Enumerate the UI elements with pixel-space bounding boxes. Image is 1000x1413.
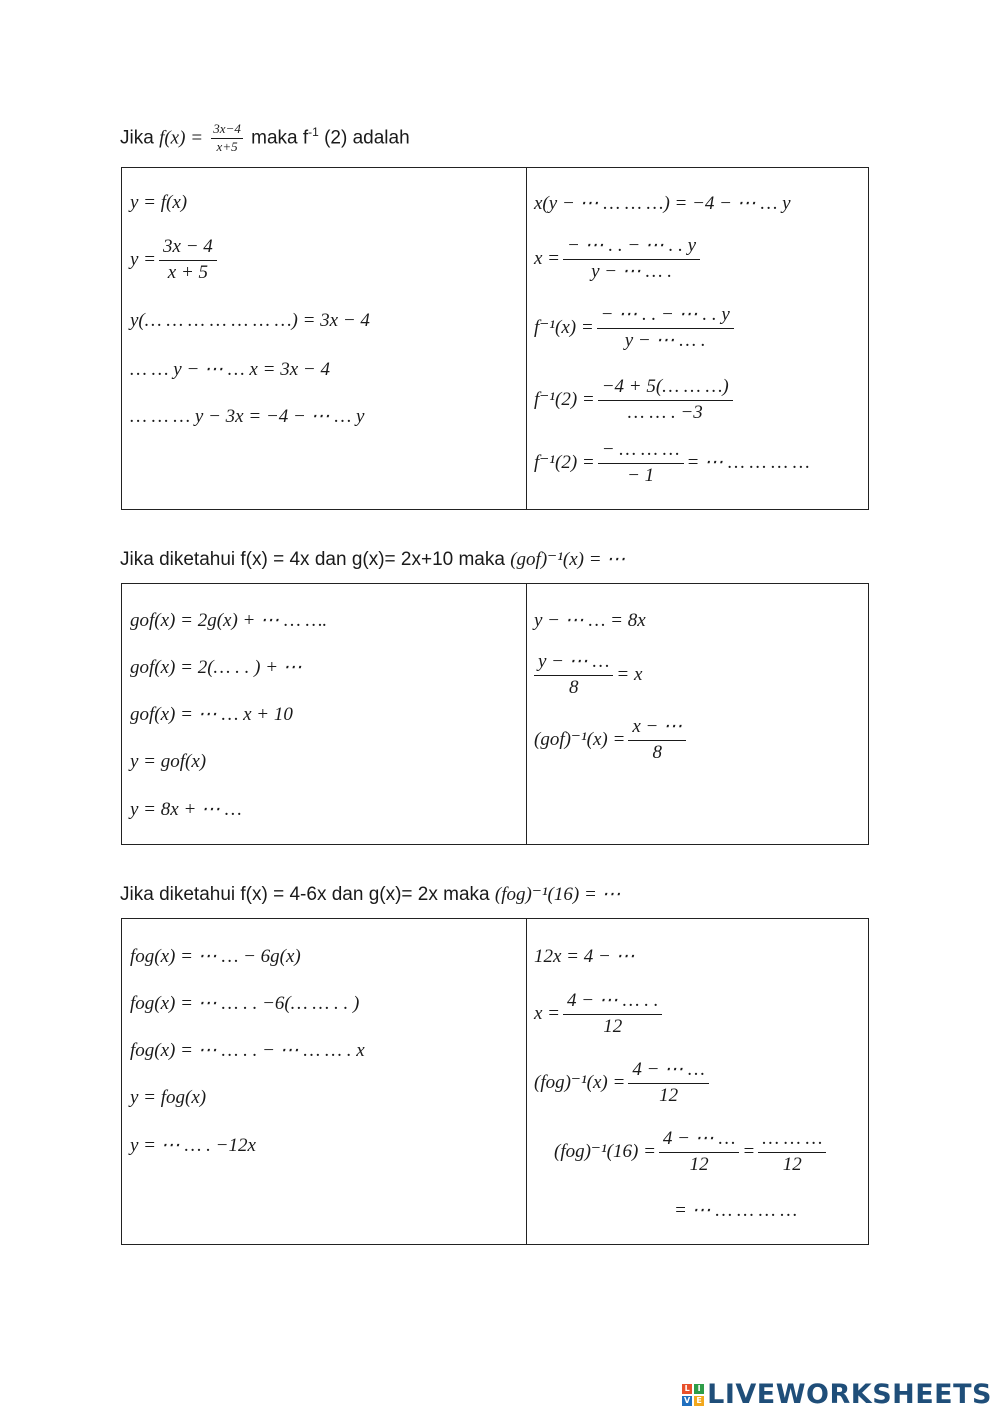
question-3 [120,883,621,906]
box2-r2-fraction [534,651,613,699]
box3-left-line-5 [130,1134,256,1157]
q1-fraction-denominator: x+5 [216,139,238,155]
box3-r4-denominator: 12 [689,1153,709,1175]
box1-r3-fraction [597,304,734,352]
box1-l1-text: y = f(x) [130,192,188,213]
box1-r4-numerator: −4 + 5(… … …) [598,376,733,401]
question-1 [120,122,410,155]
box2-l3-text: gof(x) = ⋯ … x + 10 [130,704,293,725]
box1-l2-numerator: 3x − 4 [159,236,217,261]
box1-r2-lhs: x = [534,247,561,269]
answer-box-1 [121,167,869,510]
box1-l2-denominator: x + 5 [167,261,209,283]
box2-left-line-4 [130,751,206,773]
q1-function: f(x) = [159,127,204,149]
box3-right-line-3 [534,1059,712,1107]
box1-r2-numerator: − ⋯ . . − ⋯ . . y [563,235,700,260]
box3-r3-lhs: (fog)⁻¹(x) = [534,1072,626,1094]
box1-left-line-1 [130,192,187,214]
box3-r4-fraction-2 [758,1128,826,1176]
box2-r2-denominator: 8 [568,676,579,698]
logo-mark-letter: L [682,1384,692,1394]
box1-r5-rhs: = ⋯ … … … … [686,452,810,474]
box2-left-line-5 [130,798,242,821]
q1-intro: Jika [120,127,154,149]
box1-r5-lhs: f⁻¹(2) = [534,452,595,474]
box2-right-line-3 [534,716,689,764]
box2-left-column [122,584,527,844]
box1-r4-fraction [598,376,733,424]
box2-r1-text: y − ⋯ … = 8x [534,610,646,631]
box1-r4-lhs: f⁻¹(2) = [534,389,595,411]
box3-r4-numerator-2: … … … [758,1128,826,1153]
box1-r5-denominator: − 1 [627,464,655,486]
box2-right-line-2 [534,651,642,699]
box1-left-column [122,168,527,509]
box2-r3-lhs: (gof)⁻¹(x) = [534,729,626,751]
box3-r3-numerator: 4 − ⋯ … [628,1059,708,1084]
box3-r2-denominator: 12 [603,1015,623,1037]
box2-r3-numerator: x − ⋯ [628,716,686,741]
q2-text: Jika diketahui f(x) = 4x dan g(x)= 2x+10 maka [120,549,505,570]
box1-l3-text: y(… … … … … … …) = 3x − 4 [130,310,370,331]
box3-l5-text: y = ⋯ … . −12x [130,1135,256,1156]
box1-right-line-4 [534,376,736,424]
box1-r2-fraction [563,235,700,283]
box1-r4-denominator: … … . −3 [627,401,703,423]
box3-right-line-1 [534,945,635,968]
box3-r4-numerator: 4 − ⋯ … [659,1128,739,1153]
box2-right-line-1 [534,609,646,632]
q1-end: (2) adalah [324,127,410,149]
box1-l5-text: … … … y − 3x = −4 − ⋯ … y [130,406,365,427]
box3-right-line-4 [554,1128,829,1176]
box3-r5-text: = ⋯ … … … … [674,1200,798,1221]
box2-r2-numerator: y − ⋯ … [534,651,613,676]
box1-left-line-4 [130,358,330,381]
q3-math: (fog)⁻¹(16) = ⋯ [494,884,621,905]
box3-left-line-1 [130,945,301,968]
box1-right-column [526,168,868,509]
box1-left-line-3 [130,310,370,332]
box2-l2-text: gof(x) = 2(… . . ) + ⋯ [130,657,302,678]
box3-r4-fraction [659,1128,739,1176]
box1-left-line-2 [130,236,220,284]
box3-r4-lhs: (fog)⁻¹(16) = [554,1141,656,1163]
box2-left-line-2 [130,656,302,679]
box2-l5-text: y = 8x + ⋯ … [130,799,242,820]
logo-mark-icon [682,1384,704,1406]
box3-right-line-2 [534,990,665,1038]
box1-l2-lhs: y = [130,248,157,270]
box1-r3-lhs: f⁻¹(x) = [534,317,594,339]
box3-left-line-2 [130,992,359,1015]
box1-left-line-5 [130,405,364,428]
logo-mark-letter: V [684,1396,691,1405]
box3-l3-text: fog(x) = ⋯ … . . − ⋯ … … . x [130,1040,365,1061]
box2-l4-text: y = gof(x) [130,751,207,772]
box1-right-line-5 [534,439,810,487]
box2-r3-fraction [628,716,686,764]
q1-fraction-numerator: 3x−4 [211,122,243,139]
box2-r3-denominator: 8 [652,741,662,763]
q1-mid: maka f [251,127,309,149]
box3-r3-denominator: 12 [659,1084,679,1106]
box1-r1-text: x(y − ⋯ … … …) = −4 − ⋯ … y [534,193,791,214]
box1-right-line-1 [534,192,791,215]
answer-box-3 [121,918,869,1245]
q1-fraction [211,122,243,155]
q2-math: (gof)⁻¹(x) = ⋯ [510,549,626,570]
box3-r1-text: 12x = 4 − ⋯ [534,946,635,967]
box2-r2-rhs: = x [616,663,643,685]
box2-left-line-3 [130,703,293,726]
box3-l2-text: fog(x) = ⋯ … . . −6(… … . . ) [130,993,360,1014]
answer-box-2 [121,583,869,845]
q3-text: Jika diketahui f(x) = 4-6x dan g(x)= 2x maka [120,884,490,905]
box1-r5-fraction [598,439,684,487]
liveworksheets-logo [682,1379,992,1410]
box3-left-column [122,919,527,1244]
box1-right-line-2 [534,235,703,283]
box3-right-line-5 [674,1199,797,1222]
box3-r2-numerator: 4 − ⋯ … . . [563,990,662,1015]
logo-mark-letter: I [694,1384,704,1394]
box3-left-line-4 [130,1087,206,1109]
box1-r3-numerator: − ⋯ . . − ⋯ . . y [597,304,734,329]
box3-l4-text: y = fog(x) [130,1087,207,1108]
box3-r2-lhs: x = [534,1002,561,1024]
box3-r3-fraction [628,1059,708,1107]
box1-r5-numerator: − … … … [598,439,684,464]
logo-mark-letter: E [694,1396,704,1406]
box2-right-column [526,584,868,844]
logo-text: LIVEWORKSHEETS [707,1379,992,1410]
q1-superscript: -1 [308,124,319,139]
box3-left-line-3 [130,1039,365,1062]
box3-r4-denominator-2: 12 [782,1153,802,1175]
box3-r4-equals: = [742,1140,756,1162]
box3-l1-text: fog(x) = ⋯ … − 6g(x) [130,946,301,967]
box1-r3-denominator: y − ⋯ … . [624,329,706,351]
box1-l4-text: … … y − ⋯ … x = 3x − 4 [130,359,330,380]
question-2 [120,548,625,571]
box1-r2-denominator: y − ⋯ … . [591,260,672,282]
box1-l2-fraction [159,236,217,284]
box2-left-line-1 [130,609,327,632]
box1-right-line-3 [534,304,737,352]
box2-l1-text: gof(x) = 2g(x) + ⋯ … …. [130,610,328,631]
box3-r2-fraction [563,990,662,1038]
box3-right-column [526,919,868,1244]
